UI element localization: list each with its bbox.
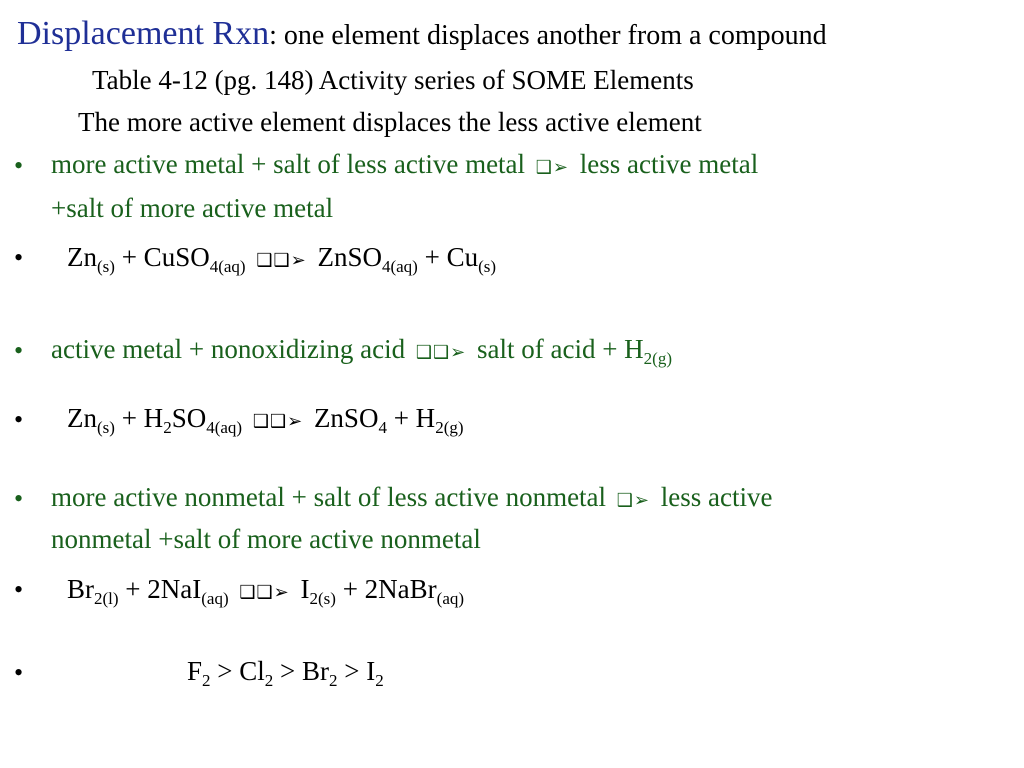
eq-sub: 4 <box>378 418 387 437</box>
bullet: • <box>14 405 24 434</box>
rule-text: less active <box>660 482 773 512</box>
eq-sub: (aq) <box>201 589 229 608</box>
rule-text: less active metal <box>579 149 759 179</box>
eq-sub: 2(l) <box>94 589 119 608</box>
arrow-icon: ❑❑➢ <box>239 582 290 603</box>
arrow-icon: ❑❑➢ <box>415 342 467 363</box>
eq-term: I <box>300 574 310 604</box>
eq-term: Zn <box>67 242 97 272</box>
title-main: Displacement Rxn <box>17 15 270 52</box>
eq-term: + H <box>114 403 164 433</box>
bullet: • <box>14 336 24 365</box>
eq-sub: 2(g) <box>435 418 464 437</box>
halogen-activity-series <box>187 651 384 691</box>
eq-term: F <box>187 656 203 686</box>
title-rest: : one element displaces another from a compound <box>269 20 827 51</box>
eq-term: Br <box>67 574 94 604</box>
rule-nonmetal-salt-cont: nonmetal +salt of more active nonmetal <box>51 524 481 554</box>
equation-br2-nai <box>67 569 464 613</box>
eq-term: + CuSO <box>114 242 210 272</box>
eq-term: > Cl <box>210 656 265 686</box>
rule-text: more active metal + salt of less active metal <box>51 149 526 179</box>
eq-sub: (aq) <box>436 589 465 608</box>
eq-term: ZnSO <box>317 242 382 272</box>
slide-title <box>17 12 827 58</box>
rule-text: salt of acid + H <box>476 334 644 364</box>
rule-metal-salt-cont: +salt of more active metal <box>51 193 334 223</box>
eq-term: Zn <box>67 403 97 433</box>
arrow-icon: ❑➢ <box>616 490 651 511</box>
eq-sub: (s) <box>97 257 115 276</box>
rule-text: more active nonmetal + salt of less active nonmetal <box>51 482 607 512</box>
bullet: • <box>14 484 24 513</box>
eq-sub: (s) <box>97 418 115 437</box>
eq-term: > I <box>337 656 376 686</box>
equation-zn-h2so4 <box>67 398 464 442</box>
rule-text: active metal + nonoxidizing acid <box>51 334 406 364</box>
equation-zn-cuso4 <box>67 237 496 281</box>
eq-sub: 4(aq) <box>381 257 418 276</box>
bullet: • <box>14 658 24 687</box>
rule-metal-acid <box>51 329 672 373</box>
eq-sub: 2(g) <box>643 349 672 368</box>
bullet: • <box>14 575 24 604</box>
bullet: • <box>14 243 24 272</box>
eq-term: SO <box>171 403 207 433</box>
eq-term: + H <box>386 403 436 433</box>
subtitle-line-1: Table 4-12 (pg. 148) Activity series of SOME Elements <box>92 65 694 95</box>
eq-term: ZnSO <box>313 403 379 433</box>
subtitle-line-2: The more active element displaces the less active element <box>78 107 702 137</box>
eq-sub: (s) <box>478 257 497 276</box>
eq-term: > Br <box>273 656 330 686</box>
arrow-icon: ❑❑➢ <box>256 250 307 271</box>
eq-sub: 2 <box>202 671 211 690</box>
eq-sub: 2 <box>375 671 384 690</box>
eq-sub: 2 <box>264 671 274 690</box>
eq-term: + Cu <box>417 242 479 272</box>
rule-metal-salt <box>51 144 758 188</box>
rule-nonmetal-salt <box>51 477 772 521</box>
eq-sub: 4(aq) <box>209 257 246 276</box>
bullet: • <box>14 151 24 180</box>
arrow-icon: ❑❑➢ <box>252 411 304 432</box>
eq-term: + 2NaI <box>118 574 202 604</box>
eq-term: + 2NaBr <box>335 574 437 604</box>
arrow-icon: ❑➢ <box>535 157 570 178</box>
eq-sub: 4(aq) <box>206 418 243 437</box>
eq-sub: 2(s) <box>309 589 336 608</box>
eq-sub: 2 <box>163 418 172 437</box>
eq-sub: 2 <box>329 671 338 690</box>
